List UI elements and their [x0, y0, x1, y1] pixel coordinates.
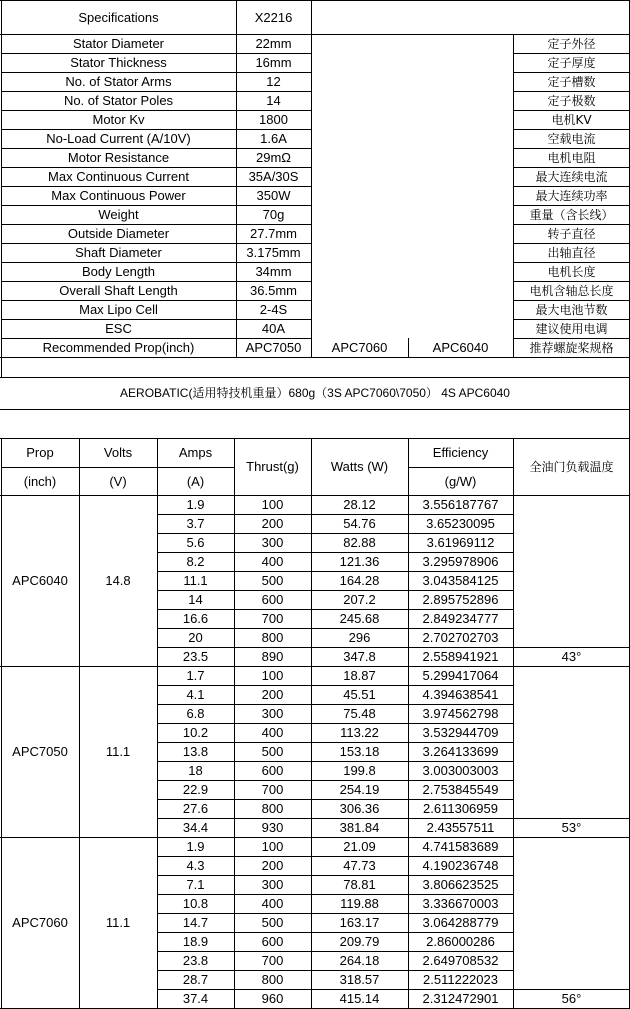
cell-temp: 43°	[561, 649, 582, 664]
recommended-prop-cn: 推荐螺旋桨规格	[529, 340, 614, 355]
grid-line	[513, 818, 630, 819]
cell-efficiency: 3.295978906	[422, 554, 499, 569]
cell-amps: 8.2	[186, 554, 205, 569]
cell-thrust: 930	[261, 820, 284, 835]
grid-line	[1, 129, 311, 130]
spec-value: 34mm	[255, 264, 292, 279]
cell-efficiency: 2.312472901	[422, 991, 499, 1006]
grid-line	[1, 224, 311, 225]
spec-value: 40A	[261, 321, 286, 336]
cell-watts: 306.36	[339, 801, 380, 816]
grid-line	[0, 357, 630, 358]
cell-watts: 264.18	[339, 953, 380, 968]
grid-line	[513, 319, 630, 320]
grid-line	[1, 110, 311, 111]
grid-line	[1, 300, 311, 301]
spec-label: Overall Shaft Length	[59, 283, 178, 298]
spec-label: Body Length	[81, 264, 155, 279]
spec-label: No-Load Current (A/10V)	[46, 131, 191, 146]
spec-label: Max Continuous Power	[51, 188, 186, 203]
spec-label: No. of Stator Arms	[65, 74, 172, 89]
cell-watts: 207.2	[343, 592, 376, 607]
col-volts-header: Volts	[103, 445, 133, 460]
cell-amps: 1.7	[186, 668, 205, 683]
grid-line	[1, 186, 311, 187]
spec-label: ESC	[105, 321, 132, 336]
cell-amps: 1.9	[186, 839, 205, 854]
grid-line	[513, 989, 630, 990]
spec-label-cn: 定子厚度	[547, 55, 596, 70]
cell-amps: 10.2	[182, 725, 209, 740]
spec-value: 14	[266, 93, 281, 108]
cell-efficiency: 3.336670003	[422, 896, 499, 911]
cell-efficiency: 2.86000286	[426, 934, 495, 949]
grid-line	[0, 34, 630, 35]
group-prop: APC6040	[12, 573, 68, 588]
spec-label: Max Lipo Cell	[79, 302, 158, 317]
grid-line	[157, 438, 158, 1008]
grid-line	[1, 262, 311, 263]
cell-thrust: 400	[261, 554, 284, 569]
cell-amps: 7.1	[186, 877, 205, 892]
spec-value: 1800	[259, 112, 288, 127]
spec-label: No. of Stator Poles	[63, 93, 174, 108]
grid-line	[311, 438, 312, 1008]
grid-line	[513, 438, 514, 1008]
cell-thrust: 500	[261, 744, 284, 759]
cell-efficiency: 3.974562798	[422, 706, 499, 721]
cell-watts: 28.12	[343, 497, 376, 512]
spec-value: 16mm	[255, 55, 292, 70]
cell-efficiency: 3.043584125	[422, 573, 499, 588]
recommended-prop: APC6040	[432, 340, 489, 355]
spec-value: 350W	[256, 188, 291, 203]
spec-value: 35A/30S	[248, 169, 299, 184]
group-volts: 14.8	[105, 573, 131, 588]
cell-thrust: 800	[261, 630, 284, 645]
cell-efficiency: 5.299417064	[422, 668, 499, 683]
cell-thrust: 100	[261, 668, 284, 683]
cell-thrust: 300	[261, 877, 284, 892]
spec-label-cn: 电机电阻	[547, 150, 596, 165]
cell-amps: 18.9	[182, 934, 209, 949]
col-temp-header: 全油门负载温度	[529, 459, 614, 474]
cell-amps: 37.4	[182, 991, 209, 1006]
cell-amps: 22.9	[182, 782, 209, 797]
cell-amps: 14.7	[182, 915, 209, 930]
grid-line	[236, 0, 237, 357]
cell-thrust: 300	[261, 706, 284, 721]
spec-label-cn: 电机KV	[551, 112, 592, 127]
group-volts: 11.1	[105, 744, 131, 759]
spec-header-label: Specifications	[78, 9, 159, 25]
grid-line	[1, 338, 311, 339]
cell-amps: 27.6	[182, 801, 209, 816]
cell-efficiency: 4.190236748	[422, 858, 499, 873]
cell-efficiency: 2.43557511	[426, 820, 495, 835]
grid-line	[311, 0, 312, 357]
cell-amps: 3.7	[186, 516, 205, 531]
grid-line	[513, 224, 630, 225]
cell-efficiency: 2.895752896	[422, 592, 499, 607]
cell-thrust: 700	[261, 953, 284, 968]
cell-watts: 199.8	[343, 763, 376, 778]
spec-label-cn: 最大连续电流	[535, 169, 608, 184]
cell-efficiency: 2.753845549	[422, 782, 499, 797]
cell-watts: 54.76	[343, 516, 376, 531]
spec-label-cn: 出轴直径	[547, 245, 596, 260]
cell-watts: 347.8	[343, 649, 376, 664]
cell-watts: 415.14	[339, 991, 380, 1006]
cell-amps: 11.1	[183, 573, 208, 588]
spec-label: Motor Resistance	[67, 150, 170, 165]
grid-line	[513, 167, 630, 168]
cell-watts: 82.88	[343, 535, 376, 550]
grid-line	[1, 72, 311, 73]
cell-watts: 153.18	[339, 744, 380, 759]
spec-label: Stator Diameter	[72, 36, 165, 51]
col-prop-unit: (inch)	[23, 473, 57, 489]
cell-efficiency: 3.532944709	[422, 725, 499, 740]
col-amps-unit: (A)	[186, 473, 205, 489]
recommended-prop-label: Recommended Prop(inch)	[42, 340, 195, 355]
spec-label-cn: 定子外径	[547, 36, 596, 51]
spec-label: Motor Kv	[92, 112, 145, 127]
grid-line	[0, 377, 630, 378]
cell-amps: 4.1	[186, 687, 205, 702]
spec-value: 12	[266, 74, 281, 89]
grid-line	[513, 34, 514, 357]
cell-thrust: 800	[261, 801, 284, 816]
spec-value: 2-4S	[259, 302, 288, 317]
grid-line	[234, 438, 235, 1008]
grid-line	[408, 338, 409, 357]
cell-thrust: 600	[261, 934, 284, 949]
cell-watts: 209.79	[339, 934, 380, 949]
spec-label-cn: 电机长度	[547, 264, 596, 279]
grid-line	[1, 281, 311, 282]
grid-line	[1, 91, 311, 92]
grid-line	[513, 148, 630, 149]
cell-efficiency: 3.064288779	[422, 915, 499, 930]
recommended-prop: APC7060	[331, 340, 388, 355]
spec-value: 1.6A	[260, 131, 287, 146]
cell-efficiency: 2.511222023	[423, 972, 498, 987]
grid-line	[513, 647, 630, 648]
cell-amps: 34.4	[182, 820, 209, 835]
cell-amps: 20	[188, 630, 203, 645]
cell-watts: 121.36	[339, 554, 380, 569]
spec-label-cn: 建议使用电调	[535, 321, 608, 336]
col-watts-header: Watts (W)	[330, 459, 389, 474]
cell-thrust: 960	[261, 991, 284, 1006]
col-efficiency-unit: (g/W)	[444, 473, 477, 489]
grid-line	[513, 129, 630, 130]
grid-line	[1, 148, 311, 149]
cell-watts: 119.88	[340, 896, 379, 911]
cell-amps: 18	[188, 763, 203, 778]
spec-label-cn: 最大连续功率	[535, 188, 608, 203]
group-volts: 11.1	[105, 915, 131, 930]
cell-amps: 16.6	[182, 611, 209, 626]
cell-amps: 23.5	[182, 649, 209, 664]
spec-label: Shaft Diameter	[75, 245, 162, 260]
cell-thrust: 890	[261, 649, 284, 664]
cell-watts: 164.28	[339, 573, 380, 588]
cell-thrust: 800	[261, 972, 284, 987]
grid-line	[513, 72, 630, 73]
grid-line	[408, 438, 409, 1008]
cell-watts: 75.48	[343, 706, 376, 721]
cell-watts: 113.22	[340, 725, 379, 740]
cell-thrust: 500	[261, 915, 284, 930]
spec-label-cn: 转子直径	[547, 226, 596, 241]
group-prop: APC7060	[12, 915, 68, 930]
spec-label: Stator Thickness	[70, 55, 167, 70]
cell-thrust: 100	[261, 839, 284, 854]
grid-line	[513, 205, 630, 206]
grid-line	[1, 467, 234, 468]
cell-efficiency: 2.702702703	[422, 630, 499, 645]
grid-line	[0, 0, 630, 1]
grid-line	[0, 409, 630, 410]
cell-amps: 23.8	[182, 953, 209, 968]
spec-label: Outside Diameter	[67, 226, 170, 241]
spec-value: 27.7mm	[250, 226, 297, 241]
cell-amps: 10.8	[182, 896, 209, 911]
cell-amps: 6.8	[186, 706, 205, 721]
spec-label: Weight	[98, 207, 139, 222]
spec-model-name: X2216	[254, 9, 293, 25]
cell-thrust: 200	[261, 858, 284, 873]
cell-thrust: 200	[261, 516, 284, 531]
cell-thrust: 500	[261, 573, 284, 588]
cell-efficiency: 3.003003003	[422, 763, 499, 778]
cell-watts: 254.19	[339, 782, 380, 797]
grid-line	[1, 319, 311, 320]
cell-efficiency: 3.806623525	[422, 877, 499, 892]
grid-line	[513, 300, 630, 301]
grid-line	[1, 438, 2, 1008]
cell-watts: 21.09	[343, 839, 376, 854]
grid-line	[1, 205, 311, 206]
cell-efficiency: 2.649708532	[422, 953, 499, 968]
cell-temp: 53°	[561, 820, 582, 835]
cell-watts: 45.51	[343, 687, 376, 702]
spec-label-cn: 空载电流	[547, 131, 596, 146]
cell-efficiency: 3.61969112	[426, 535, 495, 550]
cell-watts: 245.68	[339, 611, 380, 626]
cell-watts: 318.57	[339, 972, 380, 987]
grid-line	[408, 467, 513, 468]
cell-watts: 78.81	[343, 877, 376, 892]
spec-label: Max Continuous Current	[48, 169, 189, 184]
grid-line	[513, 53, 630, 54]
spec-value: 22mm	[255, 36, 292, 51]
grid-line	[513, 186, 630, 187]
col-amps-header: Amps	[178, 445, 213, 460]
cell-efficiency: 3.556187767	[422, 497, 499, 512]
cell-efficiency: 2.558941921	[422, 649, 499, 664]
grid-line	[1, 53, 311, 54]
spec-label-cn: 定子槽数	[547, 74, 596, 89]
cell-thrust: 700	[261, 782, 284, 797]
cell-efficiency: 3.264133699	[422, 744, 499, 759]
recommended-prop: APC7050	[245, 340, 302, 355]
grid-line	[513, 338, 630, 339]
col-prop-header: Prop	[26, 445, 54, 460]
cell-amps: 1.9	[186, 497, 205, 512]
grid-line	[513, 110, 630, 111]
cell-watts: 47.73	[343, 858, 376, 873]
cell-watts: 18.87	[343, 668, 376, 683]
cell-efficiency: 3.65230095	[426, 516, 495, 531]
cell-amps: 13.8	[182, 744, 209, 759]
spec-value: 70g	[262, 207, 285, 222]
col-volts-unit: (V)	[109, 473, 127, 489]
spec-label-cn: 重量（含长线）	[529, 207, 614, 222]
spec-label-cn: 最大电池节数	[535, 302, 608, 317]
spec-value: 36.5mm	[250, 283, 297, 298]
cell-thrust: 200	[261, 687, 284, 702]
grid-line	[79, 438, 80, 1008]
grid-line	[513, 262, 630, 263]
cell-thrust: 400	[261, 896, 284, 911]
cell-watts: 163.17	[339, 915, 380, 930]
grid-line	[1, 167, 311, 168]
cell-amps: 5.6	[186, 535, 205, 550]
cell-temp: 56°	[561, 991, 582, 1006]
spec-value: 3.175mm	[246, 245, 301, 260]
cell-watts: 381.84	[339, 820, 380, 835]
cell-amps: 28.7	[182, 972, 209, 987]
cell-thrust: 400	[261, 725, 284, 740]
col-thrust-header: Thrust(g)	[246, 459, 299, 474]
cell-efficiency: 4.741583689	[422, 839, 499, 854]
cell-efficiency: 2.611306959	[423, 801, 498, 816]
group-prop: APC7050	[12, 744, 68, 759]
cell-amps: 14	[188, 592, 203, 607]
grid-line	[1, 0, 2, 377]
col-efficiency-header: Efficiency	[432, 445, 489, 460]
spec-label-cn: 定子极数	[547, 93, 596, 108]
cell-efficiency: 2.849234777	[422, 611, 499, 626]
cell-thrust: 600	[261, 592, 284, 607]
grid-line	[513, 91, 630, 92]
cell-thrust: 700	[261, 611, 284, 626]
spec-value: 29mΩ	[255, 150, 291, 165]
cell-thrust: 100	[261, 497, 284, 512]
cell-efficiency: 4.394638541	[422, 687, 499, 702]
cell-thrust: 600	[261, 763, 284, 778]
cell-watts: 296	[348, 630, 371, 645]
grid-line	[513, 243, 630, 244]
cell-thrust: 300	[261, 535, 284, 550]
cell-amps: 4.3	[186, 858, 205, 873]
grid-line	[513, 281, 630, 282]
aerobatic-note: AEROBATIC(适用特技机重量）680g（3S APC7060\7050） 4S APC6040	[120, 386, 510, 400]
spec-label-cn: 电机含轴总长度	[529, 283, 614, 298]
grid-line	[1, 243, 311, 244]
